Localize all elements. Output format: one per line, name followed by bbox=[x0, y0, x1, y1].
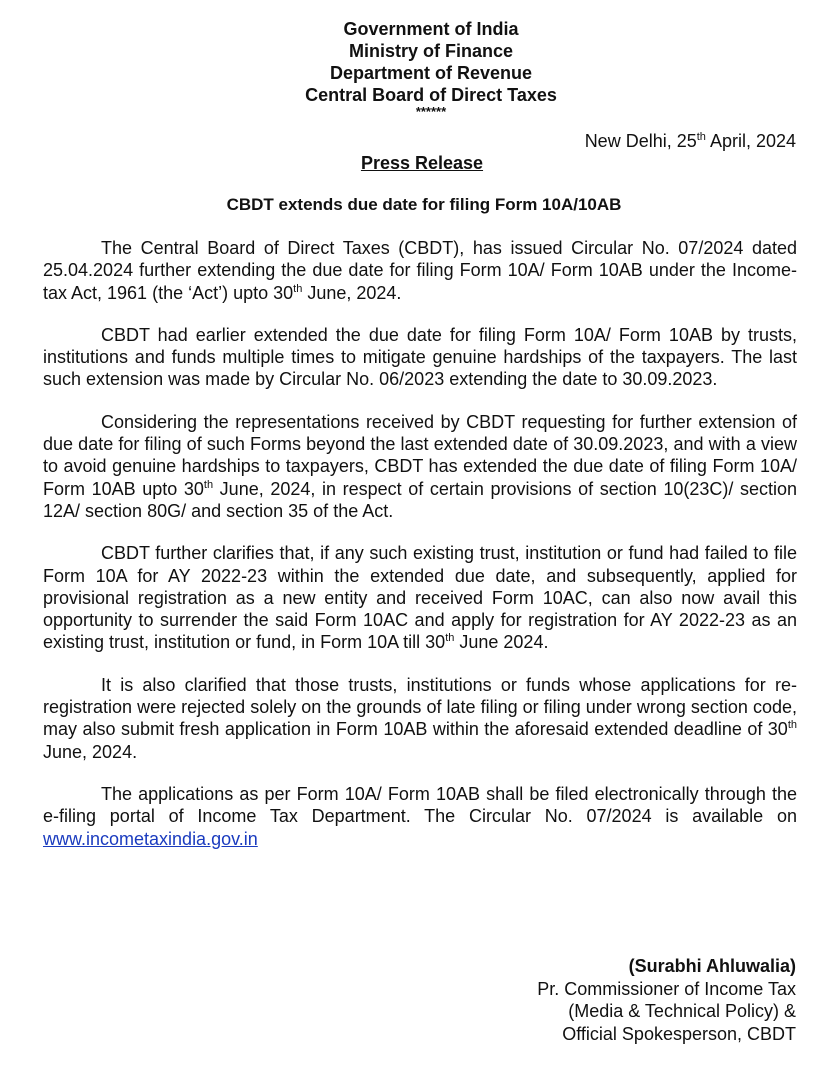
dateline-prefix: New Delhi, 25 bbox=[584, 131, 697, 151]
signature-block bbox=[537, 955, 796, 1045]
paragraph-3-text-end: June, 2024, in respect of certain provisions of section 10(23C)/ section 12A/ section 80G/ and section 35 of the Act. bbox=[43, 478, 797, 521]
header-board: Central Board of Direct Taxes bbox=[305, 85, 557, 105]
signatory-designation-2: (Media & Technical Policy) & bbox=[568, 1001, 796, 1021]
paragraph-5-text: It is also clarified that those trusts, institutions or funds whose applications for re-registration were rejected solely on the grounds of late filing or filing under wrong section code, may also submit fresh application in Form 10AB within the aforesaid extended deadline of 30 bbox=[43, 674, 797, 740]
dateline bbox=[585, 130, 796, 152]
signatory-name: (Surabhi Ahluwalia) bbox=[628, 956, 796, 976]
income-tax-website-link[interactable]: www.incometaxindia.gov.in bbox=[43, 828, 258, 849]
letterhead bbox=[0, 18, 834, 118]
body-text bbox=[43, 237, 797, 870]
paragraph-5-sup: th bbox=[787, 719, 797, 732]
paragraph-4 bbox=[43, 542, 797, 653]
paragraph-3-text: Considering the representations received by CBDT requesting for further extension of due date for filing of such Forms beyond the last extended date of 30.09.2023, and with a view to avoid genuine hardships to taxpayers, CBDT has extended the due date of filing Form 10A/ Form 10AB upto 30 bbox=[43, 411, 797, 499]
paragraph-4-text: CBDT further clarifies that, if any such existing trust, institution or fund had failed to file Form 10A for AY 2022-23 within the extended due date, and subsequently, applied for provisional registration as a new entity and received Form 10AC, can also now avail this opportunity to surrender the said Form 10AC and apply for registration for AY 2022-23 as an existing trust, institution or fund, in Form 10A till 30 bbox=[43, 543, 797, 653]
paragraph-4-sup: th bbox=[445, 632, 455, 645]
header-department: Department of Revenue bbox=[329, 63, 533, 83]
header-ministry: Ministry of Finance bbox=[348, 41, 514, 61]
paragraph-6-text: The applications as per Form 10A/ Form 10AB shall be filed electronically through the e-filing portal of Income Tax Department. The Circular No. 07/2024 is available on bbox=[43, 783, 797, 827]
paragraph-3 bbox=[43, 411, 797, 522]
signatory-designation-3: Official Spokesperson, CBDT bbox=[562, 1023, 796, 1044]
paragraph-5 bbox=[43, 674, 797, 763]
paragraph-5-text-end: June, 2024. bbox=[43, 741, 138, 762]
dateline-sup: th bbox=[696, 131, 706, 143]
subject-heading: CBDT extends due date for filing Form 10A/10AB bbox=[226, 195, 622, 214]
header-stars-divider: ****** bbox=[415, 104, 447, 119]
paragraph-3-sup: th bbox=[203, 478, 214, 491]
signatory-designation-1: Pr. Commissioner of Income Tax bbox=[537, 978, 796, 999]
paragraph-2: CBDT had earlier extended the due date for filing Form 10A/ Form 10AB by trusts, institutions and funds multiple times to mitigate genuine hardships of the taxpayers. The last such extension was made by Circular No. 06/2023 extending the date to 30.09.2023. bbox=[43, 324, 797, 390]
paragraph-1-text-end: June, 2024. bbox=[302, 282, 402, 303]
paragraph-1-text: The Central Board of Direct Taxes (CBDT), has issued Circular No. 07/2024 dated 25.04.2024 further extending the due date for filing Form 10A/ Form 10AB under the Income-tax Act, 1961 (the ‘Act’) upto 30 bbox=[43, 238, 797, 303]
header-government: Government of India bbox=[343, 19, 519, 39]
press-release-heading: Press Release bbox=[360, 153, 484, 173]
paragraph-4-text-end: June 2024. bbox=[454, 632, 549, 653]
paragraph-1-sup: th bbox=[293, 282, 303, 295]
paragraph-6 bbox=[43, 783, 797, 850]
dateline-suffix: April, 2024 bbox=[705, 131, 796, 151]
paragraph-1 bbox=[43, 237, 797, 304]
